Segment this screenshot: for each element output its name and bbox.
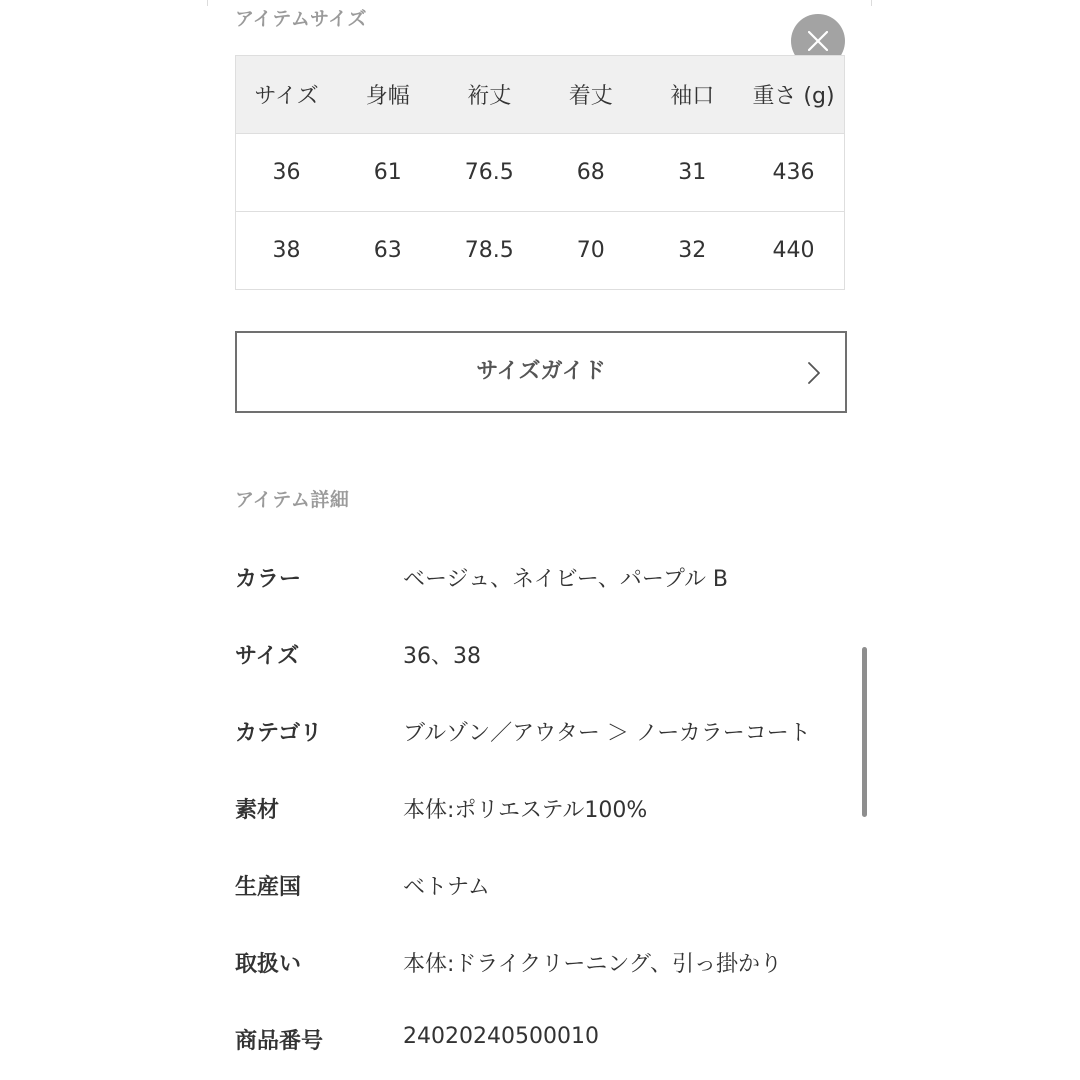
table-row	[236, 134, 845, 212]
detail-row-care	[235, 923, 855, 1000]
detail-value: ベージュ、ネイビー、パープル B	[403, 567, 729, 592]
detail-row-country	[235, 846, 855, 923]
table-row	[236, 212, 845, 290]
size-table-header-row	[236, 56, 845, 134]
detail-label: カラー	[235, 567, 302, 592]
size-table	[235, 55, 845, 290]
item-detail-heading: アイテム詳細	[235, 489, 350, 511]
table-cell: 31	[642, 134, 744, 212]
scrollbar[interactable]	[862, 647, 867, 817]
column-header-size: サイズ	[236, 56, 338, 134]
detail-value: 本体:ドライクリーニング、引っ掛かり	[403, 952, 782, 977]
detail-label: カテゴリ	[235, 721, 323, 746]
chevron-right-icon	[807, 361, 821, 385]
table-cell: 440	[743, 212, 845, 290]
table-cell: 32	[642, 212, 744, 290]
detail-label: 素材	[235, 798, 280, 823]
detail-value: 24020240500010	[403, 1024, 599, 1049]
detail-label: サイズ	[235, 644, 300, 669]
column-header-body-width: 身幅	[337, 56, 439, 134]
detail-value: 36、38	[403, 644, 481, 669]
table-cell: 436	[743, 134, 845, 212]
table-cell: 68	[540, 134, 642, 212]
table-cell: 36	[236, 134, 338, 212]
table-cell: 61	[337, 134, 439, 212]
table-cell: 78.5	[439, 212, 541, 290]
detail-value: 本体:ポリエステル100%	[403, 798, 648, 823]
item-size-heading: アイテムサイズ	[235, 8, 367, 30]
column-header-weight: 重さ (g)	[743, 56, 845, 134]
detail-row-product-number	[235, 1000, 855, 1077]
column-header-sleeve-length: 裄丈	[439, 56, 541, 134]
table-cell: 70	[540, 212, 642, 290]
close-icon	[808, 31, 828, 51]
size-guide-label: サイズガイド	[476, 359, 606, 384]
modal-edge-left	[207, 0, 208, 6]
detail-row-color	[235, 538, 855, 615]
size-guide-button[interactable]	[235, 331, 847, 413]
detail-label: 取扱い	[235, 952, 302, 977]
table-cell: 38	[236, 212, 338, 290]
table-cell: 76.5	[439, 134, 541, 212]
detail-row-category	[235, 692, 855, 769]
modal-edge-right	[871, 0, 872, 6]
column-header-total-length: 着丈	[540, 56, 642, 134]
table-cell: 63	[337, 212, 439, 290]
item-detail-list	[235, 538, 855, 1077]
column-header-cuff: 袖口	[642, 56, 744, 134]
detail-value: ブルゾン／アウター ＞ ノーカラーコート	[403, 721, 811, 746]
detail-row-size	[235, 615, 855, 692]
detail-label: 生産国	[235, 875, 302, 900]
detail-row-material	[235, 769, 855, 846]
detail-label: 商品番号	[235, 1029, 324, 1054]
detail-value: ベトナム	[403, 875, 490, 900]
